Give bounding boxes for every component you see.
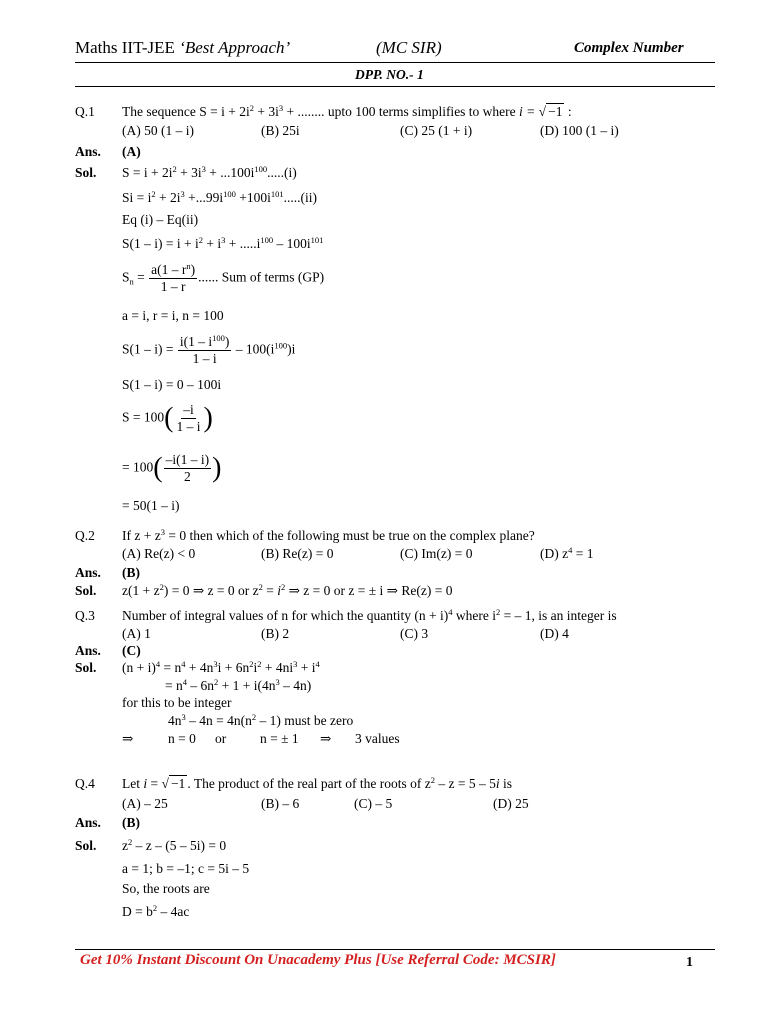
q3-number: Q.3 bbox=[75, 608, 95, 623]
q1-answer: (A) bbox=[122, 144, 141, 159]
q4-sol-line1: $z^2 - z - (5 - 5i) = 0$ bbox=[122, 837, 227, 853]
q3-sol-label: Sol. bbox=[75, 660, 97, 675]
q1-sol-line4: $S(1 - i) = i + i^2 + i^3 + .....i^{100} - 100i^{101}$ bbox=[122, 235, 324, 251]
q2-solution: $z(1 + z^2) = 0$ ⇒ z = 0 or $z^2 = i^2$ ⇒ z = 0 or z = ± i ⇒ Re(z) = 0 bbox=[122, 582, 453, 598]
q4-ans-label: Ans. bbox=[75, 815, 101, 830]
q3-stem: Number of integral values of n for which the quantity $(n + i)^4$ where $i^2$ = – 1, is an integer is bbox=[122, 607, 617, 623]
q3-sol-line1: $(n + i)^4 = n^4 + 4n^3i + 6n^2i^2 + 4ni^3 + i^4$ bbox=[122, 659, 320, 675]
q3-sol-n0: n = 0 bbox=[168, 731, 196, 746]
q3-ans-label: Ans. bbox=[75, 643, 101, 658]
q1-sol-line3: Eq (i) – Eq(ii) bbox=[122, 212, 199, 227]
line9-fraction: $\frac{-i}{1 - i}$ bbox=[176, 402, 201, 434]
q1-sqrt-arg: −1 bbox=[548, 104, 563, 119]
q1-ans-label: Ans. bbox=[75, 144, 101, 159]
q2-option-b: (B) Re(z) = 0 bbox=[261, 546, 334, 561]
sqrt-symbol: √ bbox=[161, 776, 169, 791]
header-topic: Complex Number bbox=[574, 40, 684, 56]
q1-sol-line2: $Si = i^2 + 2i^3 +...99i^{100} +100i^{101}.....(ii)$ bbox=[122, 189, 317, 205]
q3-sol-line2: = $n^4 - 6n^2 + 1 + i(4n^3 - 4n)$ bbox=[165, 677, 312, 693]
q3-option-d: (D) 4 bbox=[540, 626, 569, 641]
q1-sol-line10: = 100( $\frac{-i(1 - i)}{2}$ ) bbox=[122, 452, 222, 484]
q3-sol-or: or bbox=[215, 731, 227, 746]
q1-sol-line8: S(1 – i) = 0 – 100i bbox=[122, 377, 222, 392]
q1-option-c: (C) 25 (1 + i) bbox=[400, 123, 473, 138]
q2-sol-label: Sol. bbox=[75, 583, 97, 598]
q2-number: Q.2 bbox=[75, 528, 95, 543]
q4-sol-line2: a = 1; b = –1; c = 5i – 5 bbox=[122, 861, 250, 876]
q2-answer: (B) bbox=[122, 565, 140, 580]
q1-sol-line1: $S = i + 2i^2 + 3i^3 + ...100i^{100}.....(i)$ bbox=[122, 164, 297, 180]
q1-sol-line11: = 50(1 – i) bbox=[122, 498, 180, 513]
header-rule-top bbox=[75, 62, 715, 63]
q1-option-a: (A) 50 (1 – i) bbox=[122, 123, 194, 138]
q3-option-c: (C) 3 bbox=[400, 626, 429, 641]
q2-stem: If $z + z^3 = 0$ then which of the following must be true on the complex plane? bbox=[122, 527, 535, 543]
q4-option-a: (A) – 25 bbox=[122, 796, 168, 811]
footer-promo: Get 10% Instant Discount On Unacademy Plus [Use Referral Code: MCSIR] bbox=[80, 952, 556, 968]
q1-sol-line7: S(1 – i) = $\frac{i(1 - i^{100})}{1 - i}$ – $100(i^{100})i$ bbox=[122, 333, 296, 366]
q1-stem-d: : bbox=[564, 104, 572, 119]
q1-option-b: (B) 25i bbox=[261, 123, 300, 138]
q4-stem: Let i = √ −1 . The product of the real part of the roots of $z^2 - z = 5 - 5i$ is bbox=[122, 775, 512, 791]
header-title-plain: Maths IIT-JEE bbox=[75, 38, 180, 57]
q4-option-c: (C) – 5 bbox=[354, 796, 393, 811]
footer-rule bbox=[75, 949, 715, 950]
page-number: 1 bbox=[686, 955, 693, 970]
q4-answer: (B) bbox=[122, 815, 140, 830]
q4-sol-line4: $D = b^2 - 4ac$ bbox=[122, 903, 190, 919]
q1-sol-line6: a = i, r = i, n = 100 bbox=[122, 308, 224, 323]
gp-fraction: $\frac{a(1 - r^n)}{1 - r}$ bbox=[151, 261, 196, 294]
q1-sol-label: Sol. bbox=[75, 165, 97, 180]
header-author: (MC SIR) bbox=[376, 38, 442, 57]
line7-fraction: $\frac{i(1 - i^{100})}{1 - i}$ bbox=[179, 333, 230, 366]
dpp-number: DPP. NO.- 1 bbox=[355, 67, 424, 82]
q3-sol-arrow2: ⇒ bbox=[320, 731, 332, 746]
q2-option-c: (C) Im(z) = 0 bbox=[400, 546, 473, 561]
q1-option-d: (D) 100 (1 – i) bbox=[540, 123, 619, 138]
q4-sol-line3: So, the roots are bbox=[122, 881, 210, 896]
q1-number: Q.1 bbox=[75, 104, 95, 119]
q3-sol-result: 3 values bbox=[355, 731, 400, 746]
q1-sol-line9: S = 100( $\frac{-i}{1 - i}$ ) bbox=[122, 402, 213, 434]
q1-stem: The sequence $S = i + 2i^2 + 3i^3$ + ........ upto 100 terms simplifies to where i = √ −1 : bbox=[122, 103, 572, 119]
q1-sol-gp-formula: $S_n$ = $\frac{a(1 - r^n)}{1 - r}$ ...... Sum of terms (GP) bbox=[122, 261, 325, 294]
sqrt-symbol: √ bbox=[538, 104, 547, 119]
header-rule-bottom bbox=[75, 86, 715, 87]
q1-stem-a: The sequence S = i + 2i bbox=[122, 104, 250, 119]
q3-sol-arrow1: ⇒ bbox=[122, 731, 134, 746]
q1-i-eq: i = bbox=[519, 104, 539, 119]
q3-option-b: (B) 2 bbox=[261, 626, 290, 641]
q4-option-d: (D) 25 bbox=[493, 796, 529, 811]
q1-stem-c: + ........ upto 100 terms simplifies to where bbox=[283, 104, 520, 119]
header-title bbox=[75, 38, 290, 58]
q2-option-d: (D) $z^4 = 1$ bbox=[540, 545, 594, 561]
q2-ans-label: Ans. bbox=[75, 565, 101, 580]
q2-option-a: (A) Re(z) < 0 bbox=[122, 546, 196, 561]
q1-stem-b: + 3i bbox=[253, 104, 279, 119]
q3-sol-n1: n = ± 1 bbox=[260, 731, 299, 746]
header-title-italic: ‘Best Approach’ bbox=[179, 38, 291, 57]
q4-option-b: (B) – 6 bbox=[261, 796, 300, 811]
q4-sol-label: Sol. bbox=[75, 838, 97, 853]
q3-sol-line3: for this to be integer bbox=[122, 695, 232, 710]
q4-number: Q.4 bbox=[75, 776, 95, 791]
q3-sol-line4: $4n^3 - 4n = 4n(n^2 - 1)$ must be zero bbox=[168, 712, 354, 728]
q3-option-a: (A) 1 bbox=[122, 626, 151, 641]
q3-answer: (C) bbox=[122, 643, 141, 658]
line10-fraction: $\frac{-i(1 - i)}{2}$ bbox=[165, 452, 210, 484]
